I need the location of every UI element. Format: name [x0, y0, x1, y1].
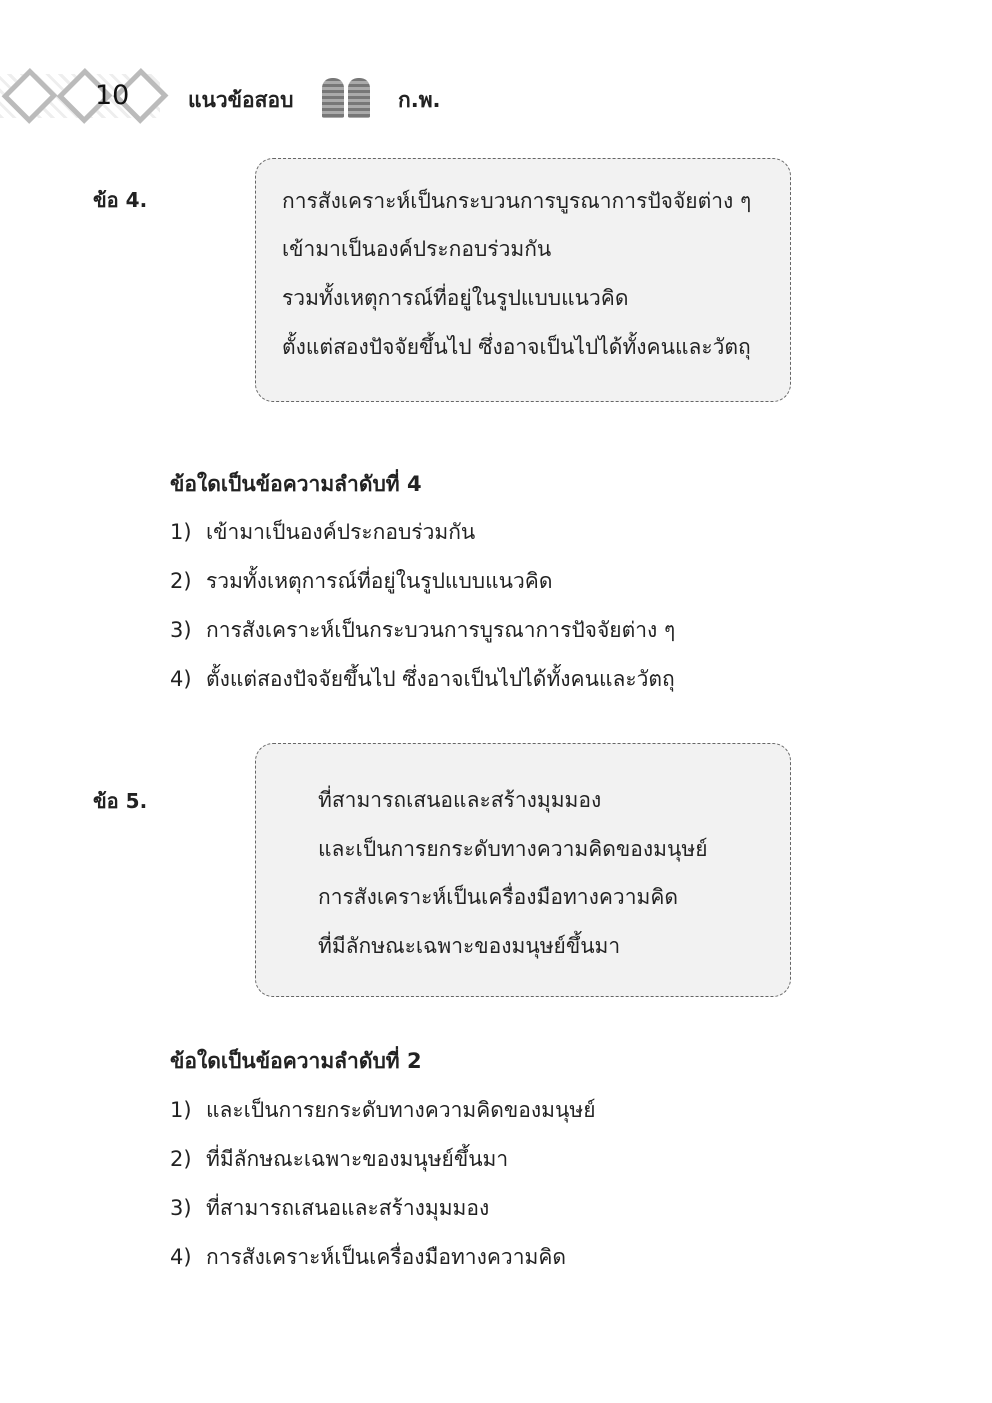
option — [170, 614, 675, 647]
question-label: ข้อ 4. — [93, 188, 148, 212]
option — [170, 516, 475, 549]
option — [170, 1241, 566, 1274]
header-ornament — [0, 74, 160, 118]
option-number: 4) — [170, 1245, 192, 1269]
option — [170, 565, 552, 598]
question-label: ข้อ 5. — [93, 789, 148, 813]
passage-line: การสังเคราะห์เป็นกระบวนการบูรณาการปัจจัยต่าง ๆ — [282, 189, 752, 213]
option-number: 1) — [170, 520, 192, 544]
question-prompt: ข้อใดเป็นข้อความลำดับที่ 2 — [170, 1049, 422, 1073]
passage-line: ที่มีลักษณะเฉพาะของมนุษย์ขึ้นมา — [318, 934, 621, 958]
option-number: 2) — [170, 569, 192, 593]
option-text: ตั้งแต่สองปัจจัยขึ้นไป ซึ่งอาจเป็นไปได้ทั้งคนและวัตถุ — [206, 667, 675, 691]
option-text: รวมทั้งเหตุการณ์ที่อยู่ในรูปแบบแนวคิด — [206, 569, 553, 593]
passage-line: ตั้งแต่สองปัจจัยขึ้นไป ซึ่งอาจเป็นไปได้ทั้งคนและวัตถุ — [282, 335, 751, 359]
option — [170, 1143, 508, 1176]
option — [170, 1094, 596, 1127]
option-number: 2) — [170, 1147, 192, 1171]
question-prompt: ข้อใดเป็นข้อความลำดับที่ 4 — [170, 472, 422, 496]
passage-box — [255, 743, 791, 997]
header-title: แนวข้อสอบ — [188, 88, 294, 112]
header-subtitle: ก.พ. — [398, 88, 441, 112]
passage-line: ที่สามารถเสนอและสร้างมุมมอง — [318, 788, 602, 812]
option-number: 4) — [170, 667, 192, 691]
epaulette-icon — [322, 78, 370, 118]
option-number: 1) — [170, 1098, 192, 1122]
passage-line: การสังเคราะห์เป็นเครื่องมือทางความคิด — [318, 885, 679, 909]
option-text: การสังเคราะห์เป็นเครื่องมือทางความคิด — [206, 1245, 567, 1269]
option-number: 3) — [170, 618, 192, 642]
passage-line: และเป็นการยกระดับทางความคิดของมนุษย์ — [318, 837, 708, 861]
option-number: 3) — [170, 1196, 192, 1220]
passage-line: เข้ามาเป็นองค์ประกอบร่วมกัน — [282, 237, 552, 261]
option-text: ที่สามารถเสนอและสร้างมุมมอง — [206, 1196, 490, 1220]
passage-line: รวมทั้งเหตุการณ์ที่อยู่ในรูปแบบแนวคิด — [282, 286, 629, 310]
page-number: 10 — [95, 80, 130, 111]
option — [170, 1192, 489, 1225]
option-text: เข้ามาเป็นองค์ประกอบร่วมกัน — [206, 520, 476, 544]
passage-box — [255, 158, 791, 402]
option-text: และเป็นการยกระดับทางความคิดของมนุษย์ — [206, 1098, 596, 1122]
option — [170, 663, 675, 696]
option-text: ที่มีลักษณะเฉพาะของมนุษย์ขึ้นมา — [206, 1147, 509, 1171]
option-text: การสังเคราะห์เป็นกระบวนการบูรณาการปัจจัยต่าง ๆ — [206, 618, 676, 642]
